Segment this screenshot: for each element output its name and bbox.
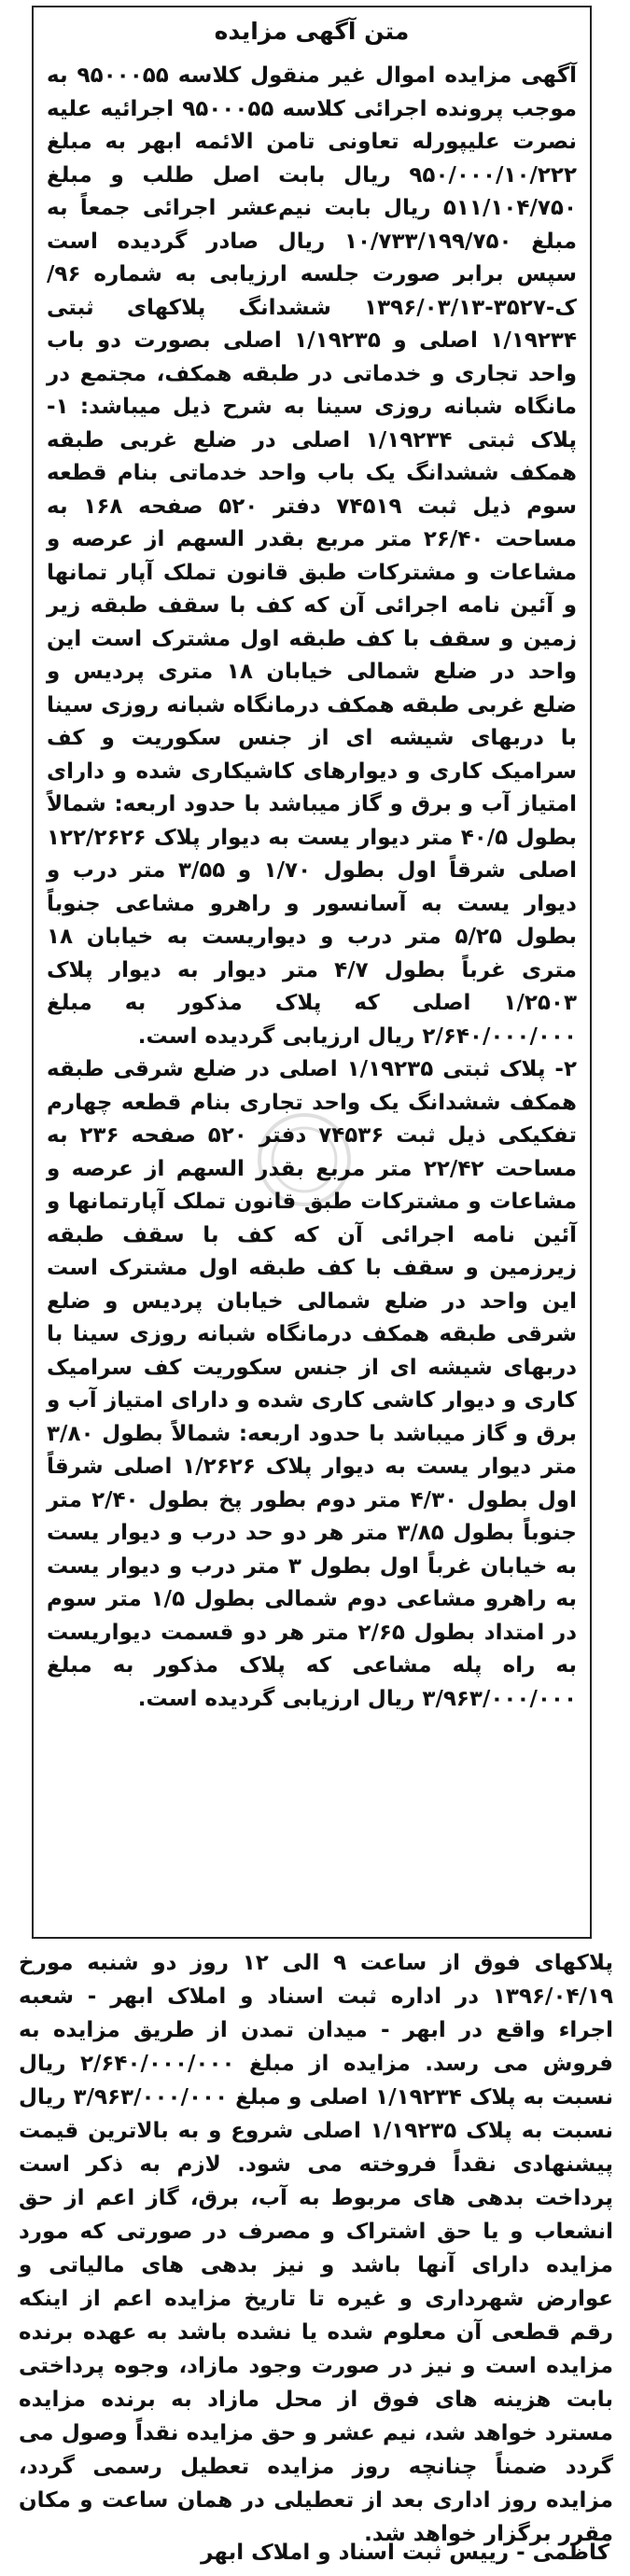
notice-body [47, 60, 577, 1716]
paragraph-plot-2: ۲- پلاک ثبتی ۱/۱۹۲۳۵ اصلی در ضلع شرقی طبقه همکف ششدانگ یک واحد تجاری بنام قطعه چهارم تفکیکی ذیل ثبت ۷۴۵۳۶ دفتر ۵۲۰ صفحه ۲۳۶ به مساحت ۲۲/۴۲ متر مربع بقدر السهم از عرصه و مشاعات و مشترکات طبق قانون تملک آپارتمانها و آئین نامه اجرائی آن که کف با سقف طبقه زیرزمین و سقف با کف طبقه اول مشترک است این واحد در ضلع شمالی خیابان پردیس و ضلع شرقی طبقه همکف درمانگاه شبانه روزی سینا با دربهای شیشه ای از جنس سکوریت کف سرامیک کاری و دیوار کاشی کاری شده و دارای امتیاز آب و برق و گاز میباشد با حدود اربعه: شمالاً بطول ۳/۸۰ متر دیوار یست به دیوار پلاک ۱/۲۶۲۶ اصلی شرقاً اول بطول ۴/۳۰ متر دوم بطور پخ بطول ۲/۴۰ متر جنوباً بطول ۳/۸۵ متر هر دو حد درب و دیوار یست به خیابان غرباً اول بطول ۳ متر درب و دیوار یست به راهرو مشاعی دوم شمالی بطول ۱/۵ متر سوم در امتداد بطول ۲/۶۵ متر هر دو قسمت دیواریست به راه پله مشاعی که پلاک مذکور به مبلغ ۳/۹۶۳/۰۰۰/۰۰۰ ریال ارزیابی گردیده است. [47, 1057, 577, 1711]
notice-title: متن آگهی مزایده [214, 18, 410, 45]
watermark-stamp-icon [248, 1108, 360, 1211]
auction-terms: پلاکهای فوق از ساعت ۹ الی ۱۲ روز دو شنبه مورخ ۱۳۹۶/۰۴/۱۹ در اداره ثبت اسناد و املاک ابهر - شعبه اجراء واقع در ابهر - میدان تمدن از طریق مزایده به فروش می رسد. مزایده از مبلغ ۲/۶۴۰/۰۰۰/۰۰۰ ریال نسبت به پلاک ۱/۱۹۲۳۴ اصلی و مبلغ ۳/۹۶۳/۰۰۰/۰۰۰ ریال نسبت به پلاک ۱/۱۹۲۳۵ اصلی شروع و به بالاترین قیمت پیشنهادی نقداً فروخته می شود. لازم به ذکر است پرداخت بدهی های مربوط به آب، برق، گاز اعم از حق انشعاب و یا حق اشتراک و مصرف در صورتی که مورد مزایده دارای آنها باشد و نیز بدهی های مالیاتی و عوارض شهرداری و غیره تا تاریخ مزایده اعم از اینکه رقم قطعی آن معلوم شده یا نشده باشد به عهده برنده مزایده است و نیز در صورت وجود مازاد، وجوه پرداختی بابت هزینه های فوق از محل مازاد به برنده مزایده مسترد خواهد شد، نیم عشر و حق مزایده نقداً وصول می گردد ضمناً چنانچه روز مزایده تعطیل رسمی گردد، مزایده روز اداری بعد از تعطیلی در همان ساعت و مکان مقرر برگزار خواهد شد. [19, 1951, 613, 2546]
signature: کاظمی - رییس ثبت اسناد و املاک ابهر [201, 2541, 609, 2565]
paragraph-plot-1: آگهی مزایده اموال غیر منقول کلاسه ۹۵۰۰۰۵۵ به موجب پرونده اجرائی کلاسه ۹۵۰۰۰۵۵ اجرائیه علیه نصرت علیپورله تعاونی تامن الائمه ابهر به مبلغ ۹۵۰/۰۰۰/۱۰/۲۲۲ ریال بابت اصل طلب و مبلغ ۵۱۱/۱۰۴/۷۵۰ ریال بابت نیم‌عشر اجرائی جمعاً به مبلغ ۱۰/۷۳۳/۱۹۹/۷۵۰ ریال صادر گردیده است سپس برابر صورت جلسه ارزیابی به شماره ۹۶/ک-۳۵۲۷-۱۳۹۶/۰۳/۱۳ ششدانگ پلاکهای ثبتی ۱/۱۹۲۳۴ اصلی و ۱/۱۹۲۳۵ اصلی بصورت دو باب واحد تجاری و خدماتی در طبقه همکف، مجتمع در مانگاه شبانه روزی سینا به شرح ذیل میباشد: ۱- پلاک ثبتی ۱/۱۹۲۳۴ اصلی در ضلع غربی طبقه همکف ششدانگ یک باب واحد خدماتی بنام قطعه سوم ذیل ثبت ۷۴۵۱۹ دفتر ۵۲۰ صفحه ۱۶۸ به مساحت ۲۶/۴۰ متر مربع بقدر السهم از عرصه و مشاعات و مشترکات طبق قانون تملک آپار تمانها و آئین نامه اجرائی آن که کف با سقف طبقه زیر زمین و سقف با کف طبقه اول مشترک است این واحد در ضلع شمالی خیابان ۱۸ متری پردیس و ضلع غربی طبقه همکف درمانگاه شبانه روزی سینا با دربهای شیشه ای از جنس سکوریت و کف سرامیک کاری و دیوارهای کاشیکاری شده و دارای امتیاز آب و برق و گاز میباشد با حدود اربعه: شمالاً بطول ۴۰/۵ متر دیوار یست به دیوار پلاک ۱۲۲/۲۶۲۶ اصلی شرقاً اول بطول ۱/۷۰ و ۳/۵۵ متر درب و دیوار یست به آسانسور و راهرو مشاعی جنوباً بطول ۵/۲۵ متر درب و دیواریست به خیابان ۱۸ متری غرباً بطول ۴/۷ متر دیوار به دیوار پلاک ۱/۲۵۰۳ اصلی که پلاک مذکور به مبلغ ۲/۶۴۰/۰۰۰/۰۰۰ ریال ارزیابی گردیده است. [47, 63, 578, 1049]
notice-box [32, 6, 592, 1939]
